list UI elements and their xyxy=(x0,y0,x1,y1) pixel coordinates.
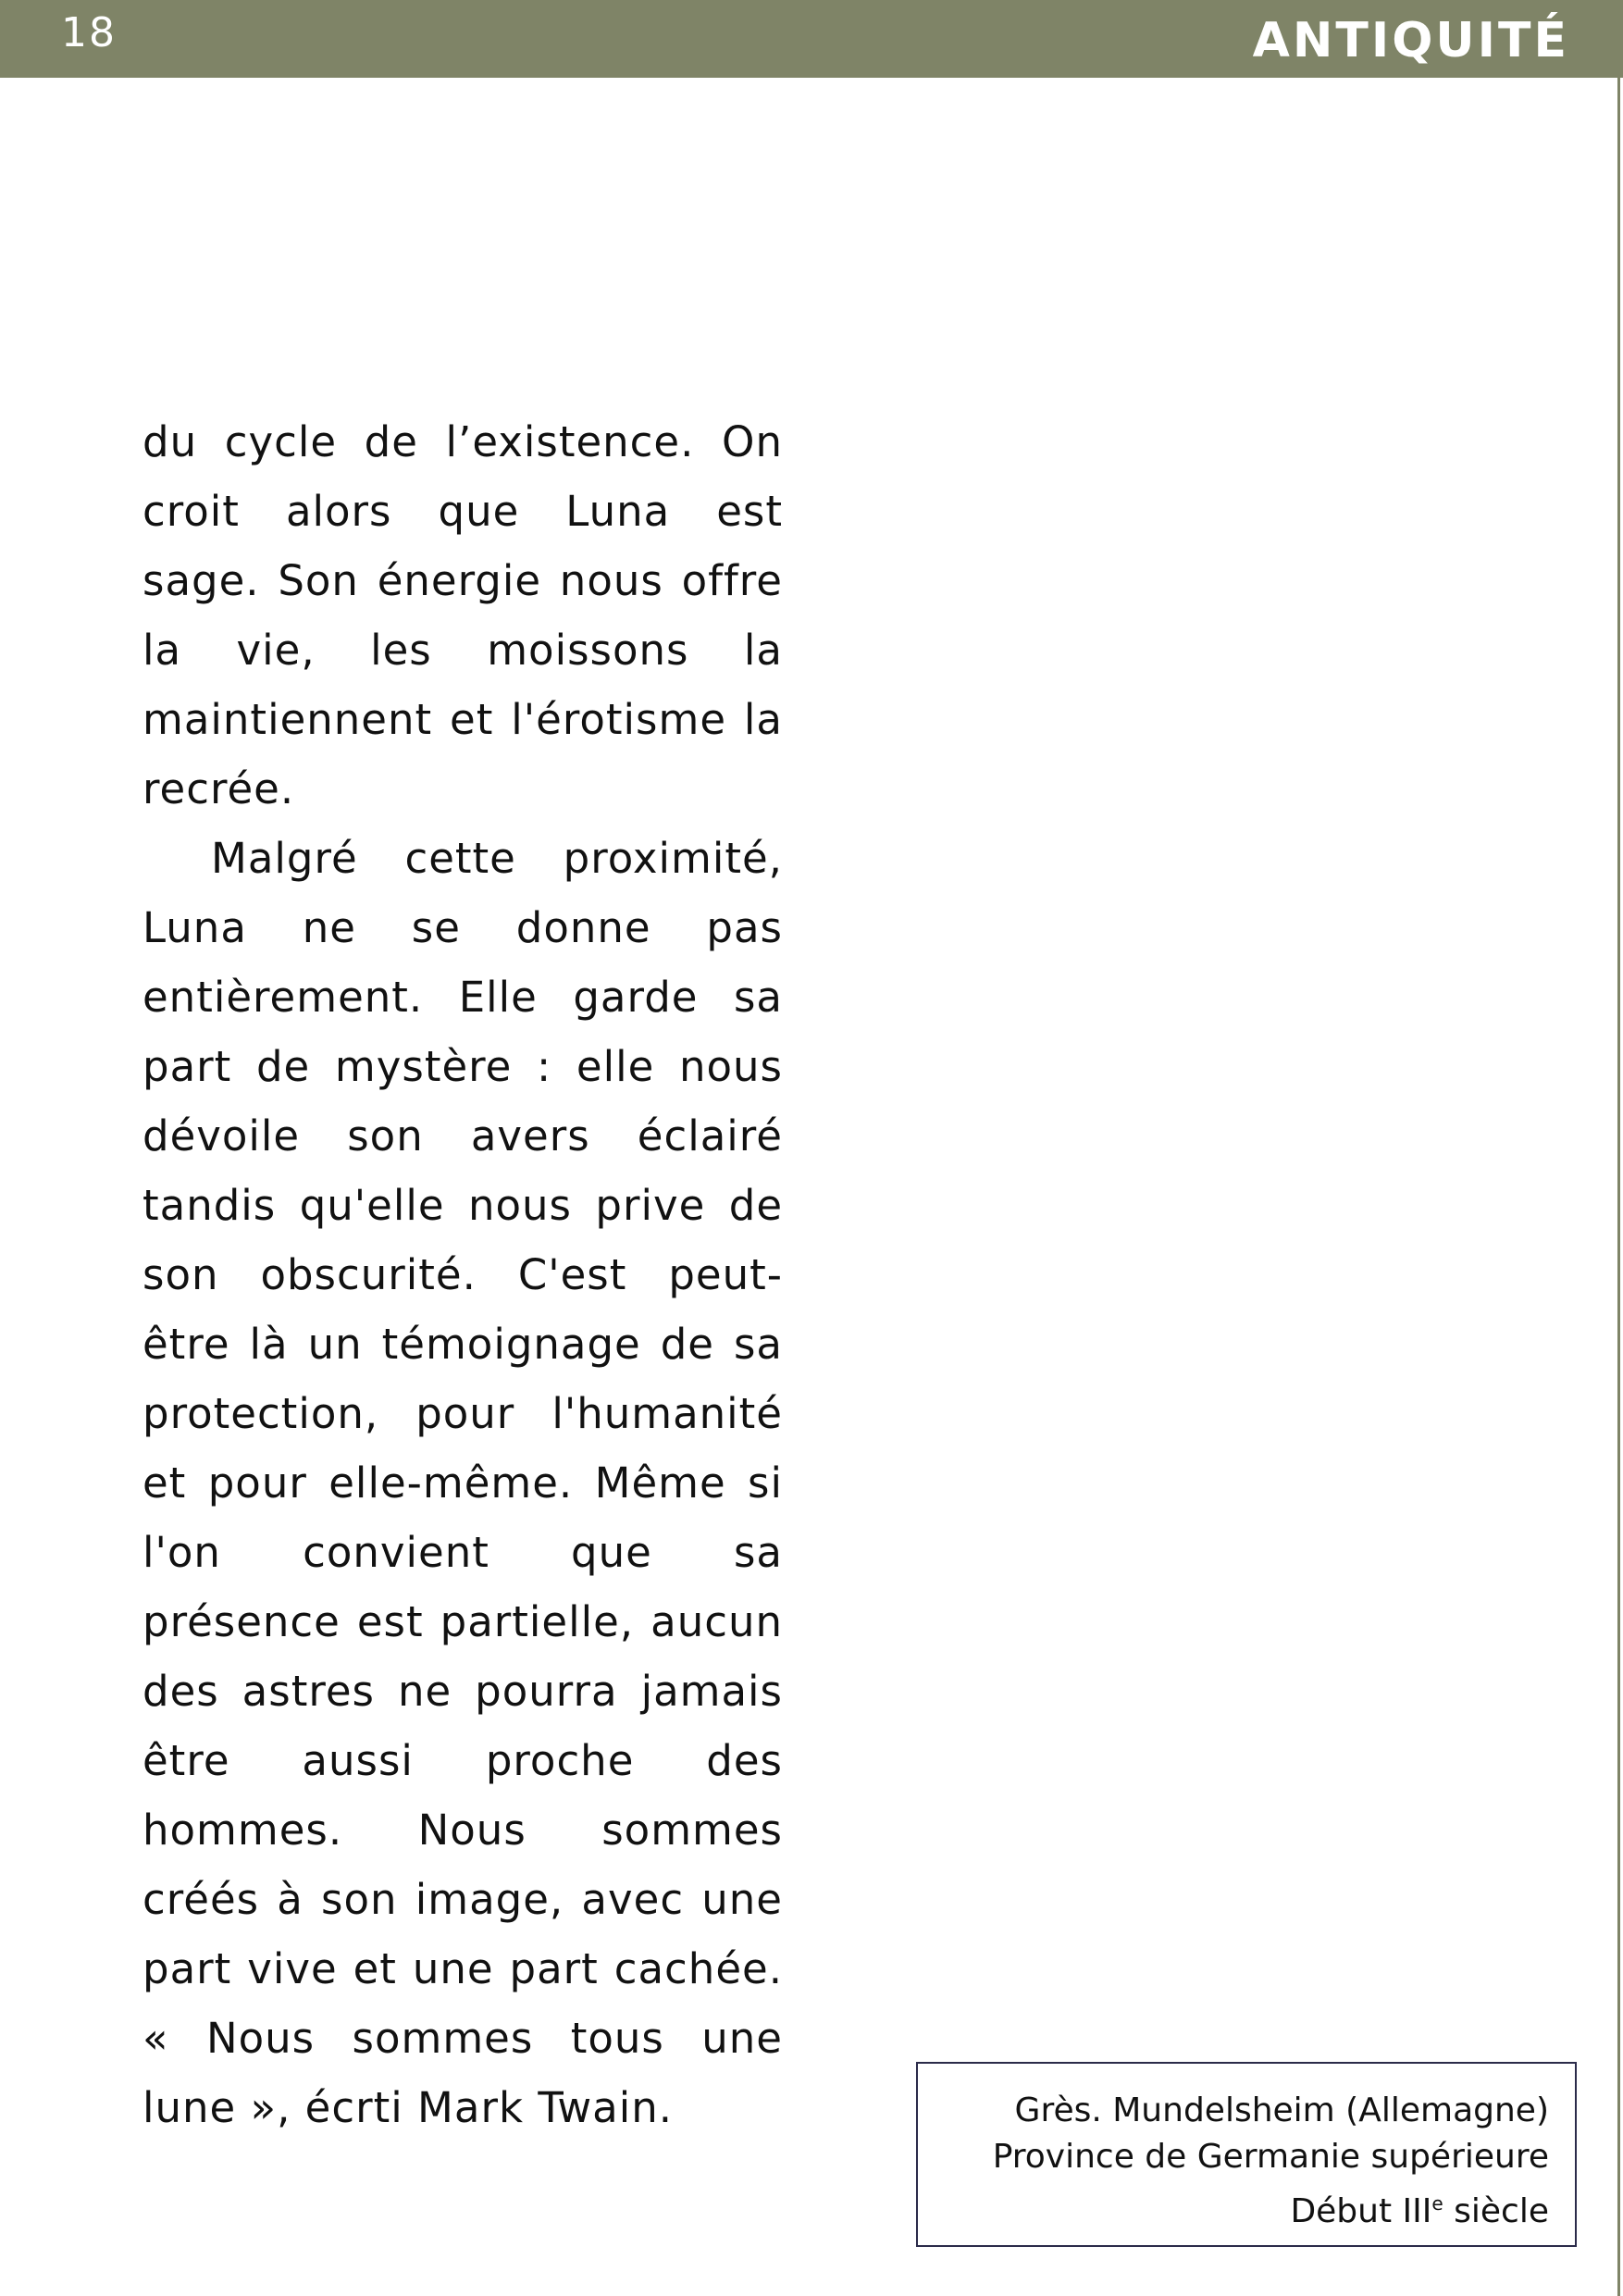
page-number: 18 xyxy=(61,9,117,56)
caption-date-suffix: siècle xyxy=(1443,2192,1549,2230)
caption-line-material: Grès. Mundelsheim (Allemagne) xyxy=(1014,2091,1549,2129)
caption-date-superscript: e xyxy=(1431,2192,1443,2215)
paragraph: Malgré cette proximité, Luna ne se donne pas entièrement. Elle garde sa part de mystère : elle nous dévoile son avers éclairé tandis qu'elle nous prive de son obscurité. C'est peut-être là un témoignage de sa protection, pour l'humanité et pour elle-même. Même si l'on convient que sa présence est partielle, aucun des astres ne pourra jamais être aussi proche des hommes. Nous sommes créés à son image, avec une part vive et une part cachée. « Nous sommes tous une lune », écrti Mark Twain. xyxy=(142,834,783,2132)
caption-text xyxy=(993,2088,1549,2235)
body-text-column xyxy=(142,407,783,2142)
paragraph: du cycle de l’existence. On croit alors que Luna est sage. Son énergie nous offre la vie, les moissons la maintiennent et l'érotisme la recrée. xyxy=(142,417,783,813)
header-band xyxy=(0,0,1623,78)
image-caption-box xyxy=(916,2062,1577,2247)
right-margin-rule xyxy=(1617,78,1620,2296)
caption-date-prefix: Début III xyxy=(1290,2192,1432,2230)
caption-line-date xyxy=(993,2180,1549,2235)
section-title: ANTIQUITÉ xyxy=(1252,13,1569,68)
caption-line-province: Province de Germanie supérieure xyxy=(992,2138,1549,2176)
